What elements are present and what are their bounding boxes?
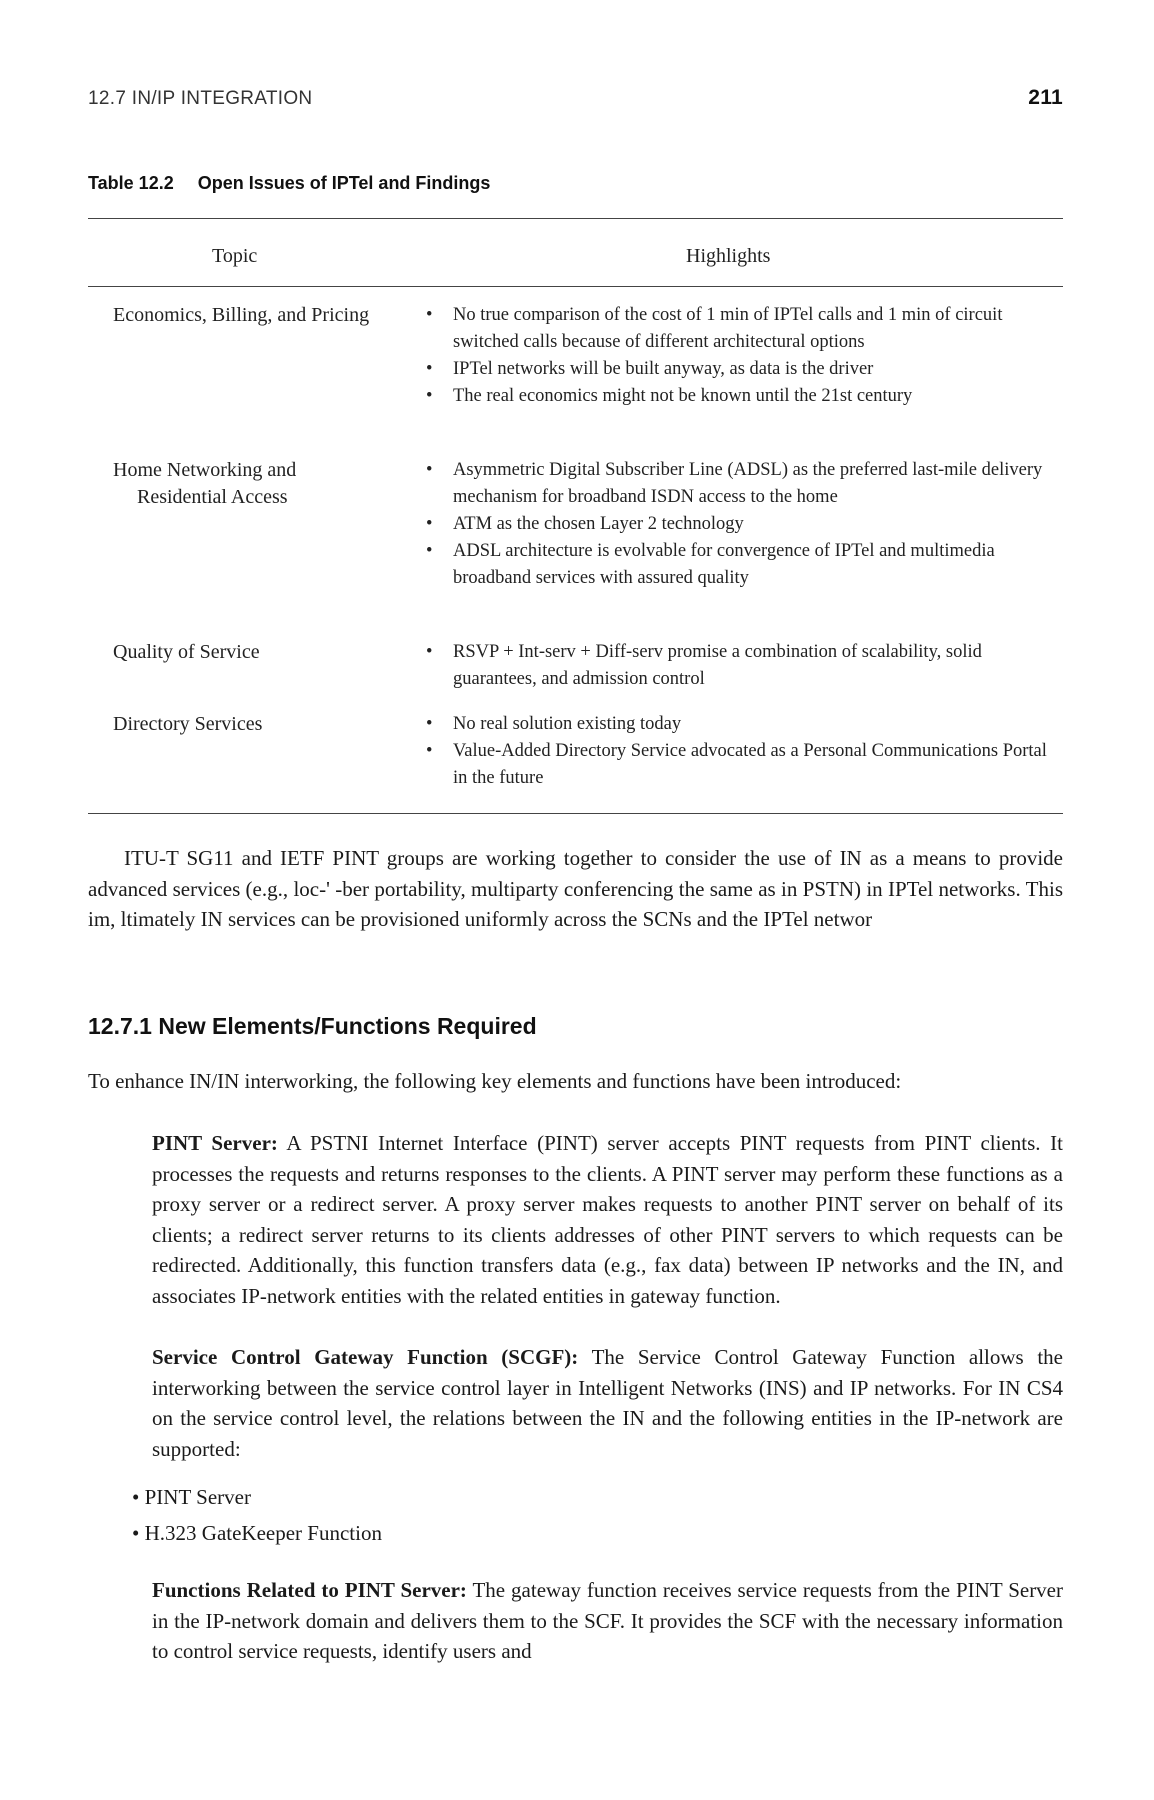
- topic-cell: [113, 639, 443, 666]
- bullet-item: • H.323 GateKeeper Function: [132, 1515, 382, 1551]
- table-caption-label: Table 12.2: [88, 173, 174, 193]
- highlight-item: • The real economics might not be known until the 21st century: [420, 383, 1063, 410]
- definition-text: The Service Control Gateway Function allows the interworking between the service control layer in Intelligent Networks (INS) and IP networks. For IN CS4 on the service control level, the relations between the IN and the following entities in the IP-network are supported:: [152, 1345, 1064, 1461]
- definition-scgf: [152, 1342, 1063, 1464]
- topic-text: Directory Services: [113, 713, 263, 735]
- bullet-item: • PINT Server: [132, 1479, 382, 1515]
- page-number: 211: [1028, 86, 1063, 109]
- definition-term: Functions Related to PINT Server:: [152, 1578, 467, 1602]
- entity-bullet-list: [132, 1479, 382, 1551]
- topic-text-line2: Residential Access: [137, 486, 288, 508]
- topic-cell: [113, 302, 443, 329]
- highlight-item: • RSVP + Int-serv + Diff-serv promise a combination of scalability, solid guarantees, and admission control: [420, 639, 1063, 693]
- table-bottom-rule: [88, 813, 1063, 814]
- running-header: [88, 88, 1063, 110]
- highlight-item: • ADSL architecture is evolvable for convergence of IPTel and multimedia broadband services with assured quality: [420, 538, 1063, 592]
- highlights-list: [420, 639, 1063, 693]
- table-caption-title: Open Issues of IPTel and Findings: [197, 173, 491, 193]
- highlights-list: [420, 302, 1063, 410]
- definition-term: Service Control Gateway Function (SCGF):: [152, 1345, 579, 1369]
- column-header-highlights: Highlights: [686, 245, 771, 267]
- column-header-topic: Topic: [212, 245, 258, 267]
- topic-text: Quality of Service: [113, 641, 260, 663]
- highlight-item: • Value-Added Directory Service advocated as a Personal Communications Portal in the future: [420, 738, 1063, 792]
- definition-term: PINT Server:: [152, 1131, 278, 1155]
- topic-text: Economics, Billing, and Pricing: [113, 304, 370, 326]
- highlight-item: • ATM as the chosen Layer 2 technology: [420, 511, 1063, 538]
- highlights-list: [420, 457, 1063, 592]
- topic-cell: [113, 711, 443, 738]
- topic-cell: [113, 457, 443, 511]
- definition-text: A PSTNI Internet Interface (PINT) server accepts PINT requests from PINT clients. It processes the requests and returns responses to the clients. A PINT server may perform these functions as a proxy server or a redirect server. A proxy server makes requests to another PINT server on behalf of its clients; a redirect server returns to its clients addresses of other PINT servers to which requests can be redirected. Additionally, this function transfers data (e.g., fax data) between IP networks and the IN, and associates IP-network entities with the related entities in gateway function.: [152, 1131, 1064, 1308]
- section-heading: 12.7.1 New Elements/Functions Required: [88, 1013, 537, 1039]
- highlight-item: • IPTel networks will be built anyway, as data is the driver: [420, 356, 1063, 383]
- table-header-rule: [88, 286, 1063, 287]
- definition-pint-functions: [152, 1575, 1063, 1667]
- table-caption: [88, 173, 490, 194]
- highlight-item: • No true comparison of the cost of 1 min of IPTel calls and 1 min of circuit switched calls because of different architectural options: [420, 302, 1063, 356]
- highlights-list: [420, 711, 1063, 792]
- table-top-rule: [88, 218, 1063, 219]
- body-paragraph: To enhance IN/IN interworking, the following key elements and functions have been introduced:: [88, 1069, 902, 1093]
- highlight-item: • No real solution existing today: [420, 711, 1063, 738]
- definition-pint-server: [152, 1128, 1063, 1311]
- running-title: 12.7 IN/IP INTEGRATION: [88, 88, 313, 109]
- definition-text: The gateway function receives service requests from the PINT Server in the IP-network domain and delivers them to the SCF. It provides the SCF with the necessary information to control service requests, identify users and: [152, 1578, 1063, 1663]
- highlight-item: • Asymmetric Digital Subscriber Line (ADSL) as the preferred last-mile delivery mechanism for broadband ISDN access to the home: [420, 457, 1063, 511]
- topic-text: Home Networking and: [113, 459, 297, 481]
- body-paragraph: ITU-T SG11 and IETF PINT groups are working together to consider the use of IN as a means to provide advanced services (e.g., loc-' -ber portability, multiparty conferencing the same as in PSTN) in IPTel networks. This im, ltimately IN services can be provisioned uniformly across the SCNs and the IPTel networ: [88, 846, 1063, 931]
